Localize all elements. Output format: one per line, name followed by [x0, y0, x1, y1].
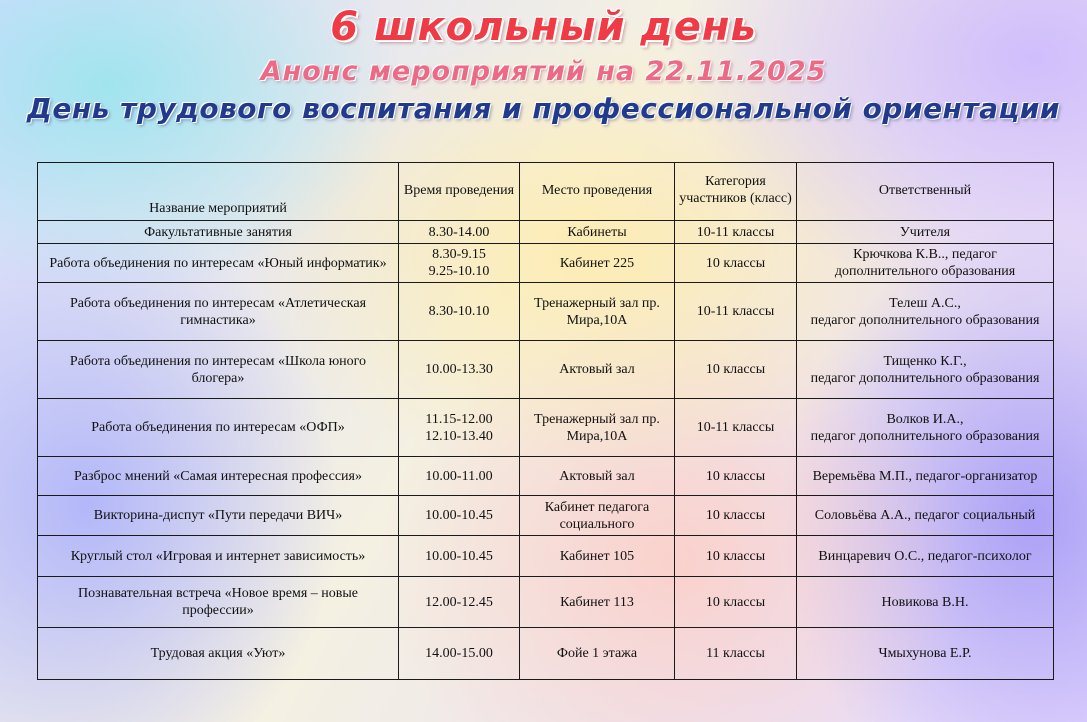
event-place-cell: Кабинет 105 — [520, 536, 675, 577]
event-time-cell: 8.30-14.00 — [399, 221, 520, 244]
event-category-cell: 10-11 классы — [675, 399, 797, 457]
event-responsible-cell: Волков И.А., педагог дополнительного образования — [797, 399, 1054, 457]
event-time-cell: 14.00-15.00 — [399, 628, 520, 680]
table-row — [38, 457, 1054, 496]
event-category-cell: 10 классы — [675, 496, 797, 536]
event-time-cell: 11.15-12.00 12.10-13.40 — [399, 399, 520, 457]
event-name-cell: Факультативные занятия — [38, 221, 399, 244]
event-category-cell: 10 классы — [675, 457, 797, 496]
event-place-cell: Тренажерный зал пр. Мира,10А — [520, 283, 675, 341]
event-name-cell: Разброс мнений «Самая интересная профессия» — [38, 457, 399, 496]
event-name-cell: Круглый стол «Игровая и интернет зависимость» — [38, 536, 399, 577]
table-row — [38, 628, 1054, 680]
table-row — [38, 496, 1054, 536]
event-category-cell: 10 классы — [675, 577, 797, 628]
event-time-cell: 12.00-12.45 — [399, 577, 520, 628]
event-place-cell: Актовый зал — [520, 457, 675, 496]
column-header-name: Название мероприятий — [38, 163, 399, 221]
event-responsible-cell: Веремьёва М.П., педагог-организатор — [797, 457, 1054, 496]
event-name-cell: Работа объединения по интересам «Юный информатик» — [38, 244, 399, 283]
event-category-cell: 10 классы — [675, 536, 797, 577]
event-name-cell: Познавательная встреча «Новое время – новые профессии» — [38, 577, 399, 628]
event-time-cell: 10.00-13.30 — [399, 341, 520, 399]
event-place-cell: Актовый зал — [520, 341, 675, 399]
event-responsible-cell: Винцаревич О.С., педагог-психолог — [797, 536, 1054, 577]
event-place-cell: Кабинет педагога социального — [520, 496, 675, 536]
event-place-cell: Фойе 1 этажа — [520, 628, 675, 680]
table-row — [38, 221, 1054, 244]
event-place-cell: Кабинеты — [520, 221, 675, 244]
event-category-cell: 10 классы — [675, 244, 797, 283]
events-table — [37, 162, 1054, 680]
event-name-cell: Трудовая акция «Уют» — [38, 628, 399, 680]
event-responsible-cell: Чмыхунова Е.Р. — [797, 628, 1054, 680]
event-category-cell: 11 классы — [675, 628, 797, 680]
table-row — [38, 536, 1054, 577]
event-time-cell: 10.00-11.00 — [399, 457, 520, 496]
event-name-cell: Работа объединения по интересам «Школа юного блогера» — [38, 341, 399, 399]
event-responsible-cell: Тищенко К.Г., педагог дополнительного образования — [797, 341, 1054, 399]
event-place-cell: Кабинет 225 — [520, 244, 675, 283]
event-responsible-cell: Соловьёва А.А., педагог социальный — [797, 496, 1054, 536]
table-row — [38, 341, 1054, 399]
day-theme-heading: День трудового воспитания и профессиональной ориентации — [26, 92, 1061, 125]
column-header-responsible: Ответственный — [797, 163, 1054, 221]
page-title: 6 школьный день — [330, 4, 757, 50]
event-category-cell: 10-11 классы — [675, 221, 797, 244]
event-responsible-cell: Крючкова К.В.., педагог дополнительного образования — [797, 244, 1054, 283]
event-responsible-cell: Телеш А.С., педагог дополнительного образования — [797, 283, 1054, 341]
event-category-cell: 10 классы — [675, 341, 797, 399]
event-name-cell: Работа объединения по интересам «ОФП» — [38, 399, 399, 457]
event-time-cell: 8.30-10.10 — [399, 283, 520, 341]
table-row — [38, 577, 1054, 628]
event-category-cell: 10-11 классы — [675, 283, 797, 341]
event-place-cell: Тренажерный зал пр. Мира,10А — [520, 399, 675, 457]
event-name-cell: Работа объединения по интересам «Атлетическая гимнастика» — [38, 283, 399, 341]
table-row — [38, 399, 1054, 457]
column-header-time: Время проведения — [399, 163, 520, 221]
event-responsible-cell: Новикова В.Н. — [797, 577, 1054, 628]
event-responsible-cell: Учителя — [797, 221, 1054, 244]
table-row — [38, 244, 1054, 283]
announcement-subtitle: Анонс мероприятий на 22.11.2025 — [260, 56, 827, 87]
table-header-row — [38, 163, 1054, 221]
column-header-category: Категория участников (класс) — [675, 163, 797, 221]
event-place-cell: Кабинет 113 — [520, 577, 675, 628]
event-time-cell: 8.30-9.15 9.25-10.10 — [399, 244, 520, 283]
table-row — [38, 283, 1054, 341]
event-name-cell: Викторина-диспут «Пути передачи ВИЧ» — [38, 496, 399, 536]
column-header-place: Место проведения — [520, 163, 675, 221]
event-time-cell: 10.00-10.45 — [399, 536, 520, 577]
event-time-cell: 10.00-10.45 — [399, 496, 520, 536]
